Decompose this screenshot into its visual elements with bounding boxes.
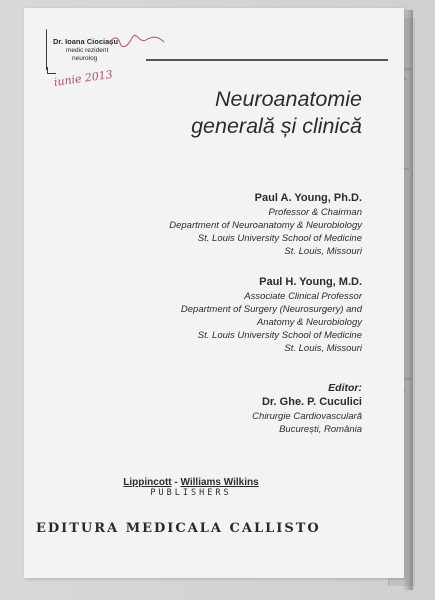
publisher-imprint: EDITURA MEDICALA CALLISTO	[36, 521, 321, 536]
author-2-affiliation-line: St. Louis University School of Medicine	[197, 330, 362, 341]
signature-scribble	[106, 34, 166, 48]
stamp-line-2: medic rezident	[66, 47, 109, 54]
original-publisher-name-part-1: Lippincott	[123, 477, 172, 488]
editor-block	[252, 382, 362, 436]
stamp-line-3: neurolog	[72, 55, 98, 62]
title-line-1: Neuroanatomie	[214, 87, 362, 111]
editor-name: Dr. Ghe. P. Cuculici	[261, 396, 362, 408]
author-2-affiliation-line: St. Louis, Missouri	[284, 343, 362, 354]
author-2	[181, 275, 362, 355]
author-2-affiliation-line: Department of Surgery (Neurosurgery) and	[180, 304, 362, 315]
spine-shadow	[403, 10, 413, 590]
author-2-name: Paul H. Young, M.D.	[259, 276, 362, 288]
top-rule	[146, 59, 388, 61]
title-line-2: generală și clinică	[191, 114, 362, 138]
editor-affiliation-line: București, România	[279, 424, 362, 435]
author-1-affiliation-line: St. Louis University School of Medicine	[197, 233, 362, 244]
editor-affiliation-line: Chirurgie Cardiovasculară	[252, 411, 362, 422]
author-1-name: Paul A. Young, Ph.D.	[254, 192, 362, 204]
editor-label: Editor:	[328, 382, 362, 394]
original-publisher-subtitle: PUBLISHERS	[150, 488, 232, 498]
original-publisher-name	[102, 477, 280, 488]
stamp-bracket	[47, 67, 56, 74]
original-publisher-separator: -	[171, 477, 181, 488]
author-2-affiliation-line: Associate Clinical Professor	[244, 291, 362, 302]
title-page	[24, 8, 404, 578]
original-publisher-name-part-2: Williams Wilkins	[180, 477, 259, 488]
book-title	[191, 86, 362, 140]
original-publisher-logo	[102, 477, 280, 498]
author-1-affiliation-line: St. Louis, Missouri	[284, 246, 362, 257]
author-1-affiliation-line: Professor & Chairman	[268, 207, 362, 218]
author-1	[169, 191, 362, 258]
handwritten-date: iunie 2013	[53, 67, 114, 89]
stamp-owner-name: Dr. Ioana Ciociașu	[53, 37, 119, 46]
author-1-affiliation-line: Department of Neuroanatomy & Neurobiology	[169, 220, 362, 231]
author-2-affiliation-line: Anatomy & Neurobiology	[256, 317, 362, 328]
